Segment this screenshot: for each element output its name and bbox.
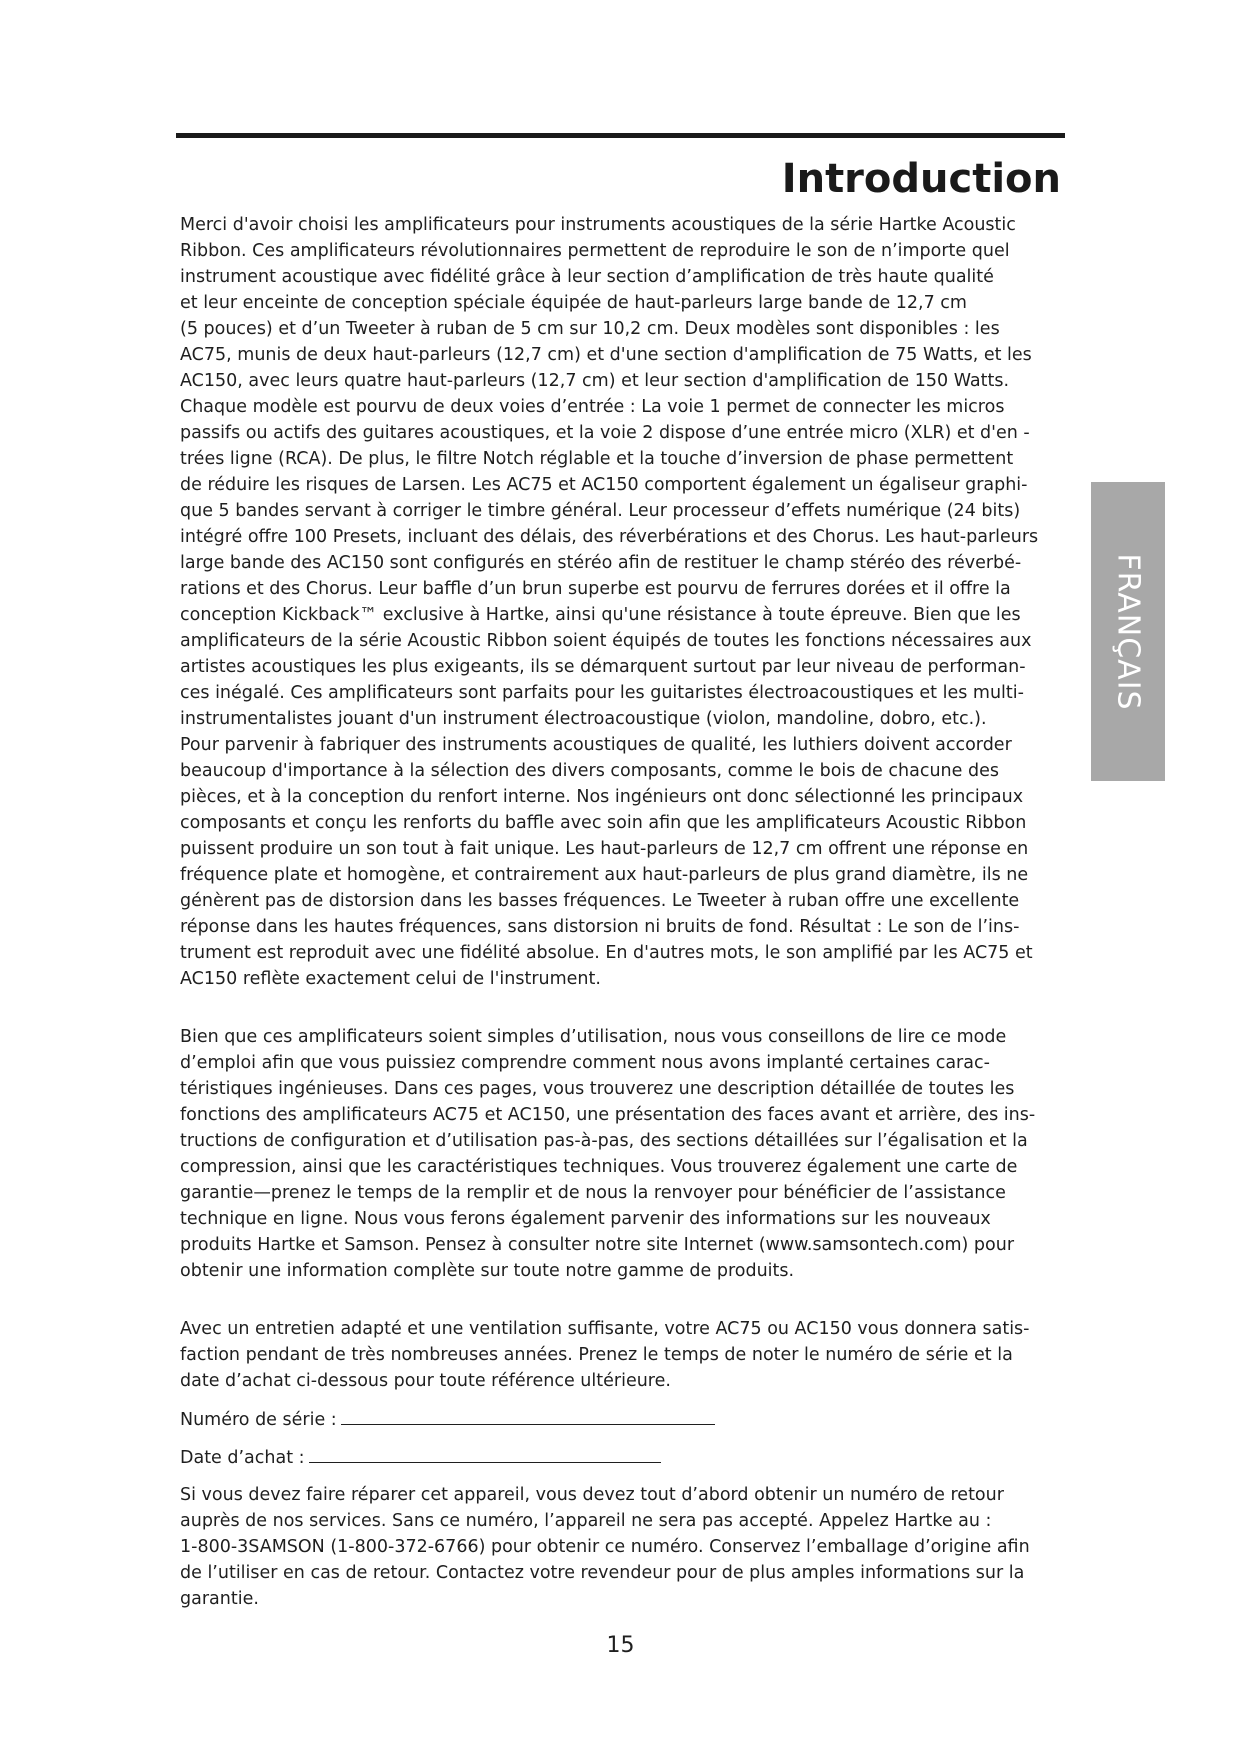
text-line: beaucoup d'importance à la sélection des divers composants, comme le bois de chacune des [180, 761, 999, 781]
text-line: compression, ainsi que les caractéristiques techniques. Vous trouverez également une carte de [180, 1157, 1018, 1177]
text-line: AC150 reflète exactement celui de l'instrument. [180, 969, 601, 989]
serial-number-row [180, 1406, 1065, 1432]
text-line: intégré offre 100 Presets, incluant des délais, des réverbérations et des Chorus. Les haut-parleurs [180, 527, 1039, 547]
text-line: composants et conçu les renforts du baffle avec soin afin que les amplificateurs Acoustic Ribbon [180, 813, 1027, 833]
text-line: génèrent pas de distorsion dans les basses fréquences. Le Tweeter à ruban offre une excellente [180, 891, 1020, 911]
text-line: 1-800-3SAMSON (1-800-372-6766) pour obtenir ce numéro. Conservez l’emballage d’origine afin [180, 1537, 1030, 1557]
serial-number-label: Numéro de série : [180, 1410, 337, 1430]
text-line: fréquence plate et homogène, et contrairement aux haut-parleurs de plus grand diamètre, ils ne [180, 865, 1029, 885]
text-line: passifs ou actifs des guitares acoustiques, et la voie 2 dispose d’une entrée micro (XLR) et d'en - [180, 423, 1030, 443]
warranty-paragraph [180, 1482, 1065, 1612]
purchase-date-field[interactable] [309, 1444, 661, 1463]
purchase-date-label: Date d’achat : [180, 1448, 305, 1468]
text-line: instrumentalistes jouant d'un instrument électroacoustique (violon, mandoline, dobro, etc.). [180, 709, 987, 729]
text-line: Bien que ces amplificateurs soient simples d’utilisation, nous vous conseillons de lire ce mode [180, 1027, 1007, 1047]
page-title: Introduction [781, 156, 1061, 202]
text-line: conception Kickback™ exclusive à Hartke, ainsi qu'une résistance à toute épreuve. Bien que les [180, 605, 1021, 625]
text-line: produits Hartke et Samson. Pensez à consulter notre site Internet (www.samsontech.com) pour [180, 1235, 1015, 1255]
text-line: de l’utiliser en cas de retour. Contactez votre revendeur pour de plus amples informations sur la [180, 1563, 1025, 1583]
text-line: Ribbon. Ces amplificateurs révolutionnaires permettent de reproduire le son de n’importe quel [180, 241, 1010, 261]
body-text [180, 212, 1065, 1612]
text-line: que 5 bandes servant à corriger le timbre général. Leur processeur d’effets numérique (24 bits) [180, 501, 1021, 521]
text-line: (5 pouces) et d’un Tweeter à ruban de 5 cm sur 10,2 cm. Deux modèles sont disponibles : les [180, 319, 1000, 339]
text-line: d’emploi afin que vous puissiez comprendre comment nous avons implanté certaines carac- [180, 1053, 990, 1073]
text-line: date d’achat ci-dessous pour toute référence ultérieure. [180, 1371, 671, 1391]
text-line: faction pendant de très nombreuses années. Prenez le temps de noter le numéro de série et la [180, 1345, 1013, 1365]
usage-paragraph [180, 1024, 1065, 1284]
text-line: puissent produire un son tout à fait unique. Les haut-parleurs de 12,7 cm offrent une réponse en [180, 839, 1029, 859]
text-line: téristiques ingénieuses. Dans ces pages, vous trouverez une description détaillée de toutes les [180, 1079, 1015, 1099]
language-tab [1091, 482, 1165, 781]
text-line: de réduire les risques de Larsen. Les AC75 et AC150 comportent également un égaliseur graphi- [180, 475, 1028, 495]
text-line: Chaque modèle est pourvu de deux voies d’entrée : La voie 1 permet de connecter les micros [180, 397, 1005, 417]
text-line: fonctions des amplificateurs AC75 et AC150, une présentation des faces avant et arrière, des ins- [180, 1105, 1036, 1125]
serial-number-field[interactable] [341, 1406, 715, 1425]
text-line: amplificateurs de la série Acoustic Ribbon soient équipés de toutes les fonctions nécessaires aux [180, 631, 1032, 651]
text-line: tructions de configuration et d’utilisation pas-à-pas, des sections détaillées sur l’égalisation et la [180, 1131, 1028, 1151]
text-line: garantie—prenez le temps de la remplir et de nous la renvoyer pour bénéficier de l’assistance [180, 1183, 1006, 1203]
text-line: garantie. [180, 1589, 259, 1609]
text-line: auprès de nos services. Sans ce numéro, l’appareil ne sera pas accepté. Appelez Hartke au : [180, 1511, 992, 1531]
text-line: artistes acoustiques les plus exigeants, ils se démarquent surtout par leur niveau de performan- [180, 657, 1026, 677]
text-line: large bande des AC150 sont configurés en stéréo afin de restituer le champ stéréo des réverbé- [180, 553, 1022, 573]
text-line: ces inégalé. Ces amplificateurs sont parfaits pour les guitaristes électroacoustiques et les multi- [180, 683, 1024, 703]
text-line: et leur enceinte de conception spéciale équipée de haut-parleurs large bande de 12,7 cm [180, 293, 967, 313]
language-tab-label: FRANÇAIS [1110, 552, 1146, 711]
top-rule [176, 133, 1065, 138]
text-line: Pour parvenir à fabriquer des instruments acoustiques de qualité, les luthiers doivent accorder [180, 735, 1012, 755]
text-line: trument est reproduit avec une fidélité absolue. En d'autres mots, le son amplifié par les AC75 et [180, 943, 1033, 963]
text-line: réponse dans les hautes fréquences, sans distorsion ni bruits de fond. Résultat : Le son de l’ins- [180, 917, 1020, 937]
purchase-date-row [180, 1444, 1065, 1470]
text-line: Avec un entretien adapté et une ventilation suffisante, votre AC75 ou AC150 vous donnera satis- [180, 1319, 1030, 1339]
text-line: pièces, et à la conception du renfort interne. Nos ingénieurs ont donc sélectionné les principaux [180, 787, 1024, 807]
text-line: Merci d'avoir choisi les amplificateurs pour instruments acoustiques de la série Hartke Acoustic [180, 215, 1016, 235]
page-number: 15 [606, 1633, 635, 1658]
text-line: trées ligne (RCA). De plus, le filtre Notch réglable et la touche d’inversion de phase permettent [180, 449, 1014, 469]
text-line: technique en ligne. Nous vous ferons également parvenir des informations sur les nouveaux [180, 1209, 991, 1229]
text-line: obtenir une information complète sur toute notre gamme de produits. [180, 1261, 795, 1281]
text-line: rations et des Chorus. Leur baffle d’un brun superbe est pourvu de ferrures dorées et il offre la [180, 579, 1011, 599]
maintenance-paragraph [180, 1316, 1065, 1394]
text-line: Si vous devez faire réparer cet appareil, vous devez tout d’abord obtenir un numéro de retour [180, 1485, 1004, 1505]
text-line: instrument acoustique avec fidélité grâce à leur section d’amplification de très haute qualité [180, 267, 994, 287]
text-line: AC150, avec leurs quatre haut-parleurs (12,7 cm) et leur section d'amplification de 150 Watts. [180, 371, 1010, 391]
text-line: AC75, munis de deux haut-parleurs (12,7 cm) et d'une section d'amplification de 75 Watts, et les [180, 345, 1032, 365]
intro-paragraph [180, 212, 1065, 992]
